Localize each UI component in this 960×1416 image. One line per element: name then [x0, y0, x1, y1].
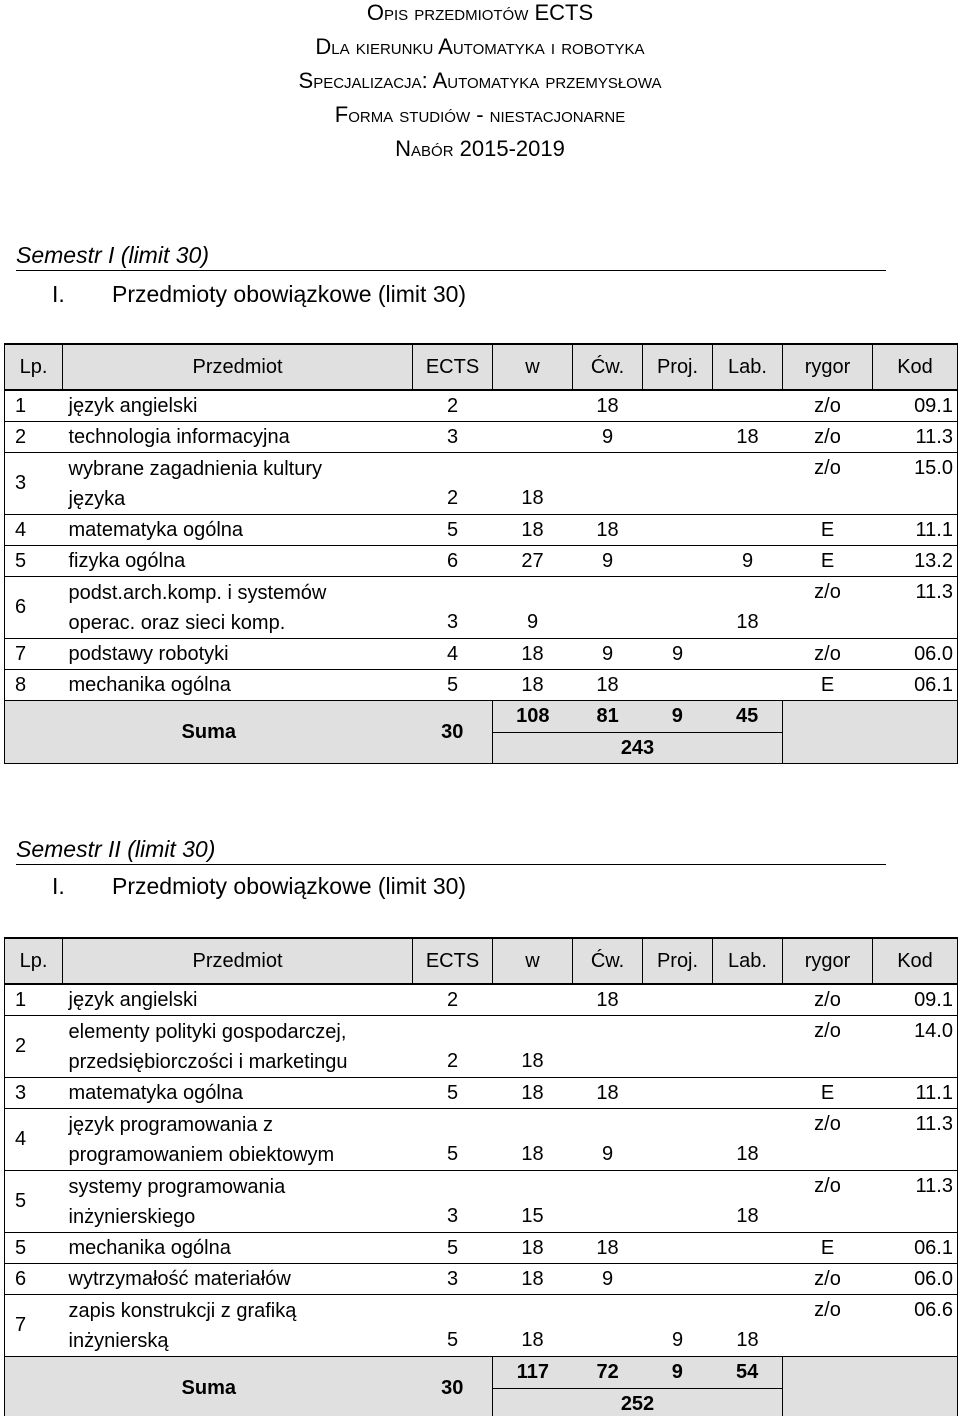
row-lab-hours: [713, 453, 783, 515]
header-study-form: Forma studiów - niestacjonarne: [334, 102, 626, 127]
semester1-table: [4, 343, 958, 764]
row-lp: 5: [5, 546, 63, 577]
sum-row: [5, 701, 958, 764]
table-row: [5, 1233, 958, 1264]
row-code: 11.1: [873, 1078, 958, 1109]
semester2-subtitle-number: I.: [52, 873, 65, 899]
row-ects: 2: [413, 390, 493, 422]
subject-line-2: operac. oraz sieci komp.: [68, 611, 286, 634]
row-project-hours: [643, 1078, 713, 1109]
row-lab-hours: 18: [713, 422, 783, 453]
table-row: [5, 1109, 958, 1171]
row-lp: 3: [5, 453, 63, 515]
row-ects: 5: [413, 670, 493, 701]
sum-ects: 30: [413, 1357, 493, 1416]
row-lab-hours: [713, 1233, 783, 1264]
row-lecture-hours: [493, 422, 573, 453]
row-project-hours: [643, 1016, 713, 1078]
sum-empty-cell: [783, 701, 958, 764]
row-ects: 5: [413, 515, 493, 546]
column-header: Kod: [873, 344, 958, 390]
row-ects: 4: [413, 639, 493, 670]
row-ects: 5: [413, 1295, 493, 1357]
row-project-hours: 9: [643, 639, 713, 670]
table-header-row: [5, 938, 958, 984]
row-lecture-hours: 18: [493, 1295, 573, 1357]
row-project-hours: [643, 390, 713, 422]
column-header: Lp.: [5, 938, 63, 984]
subject-line-1: technologia informacyjna: [68, 426, 290, 448]
row-code: 06.0: [873, 639, 958, 670]
row-lecture-hours: 18: [493, 1078, 573, 1109]
row-lp: 7: [5, 1295, 63, 1357]
row-lp: 6: [5, 577, 63, 639]
row-exercise-hours: 18: [573, 515, 643, 546]
row-exercise-hours: [573, 1171, 643, 1233]
sum-hours-box: [493, 701, 783, 764]
row-assessment: z/o: [783, 390, 873, 422]
row-project-hours: [643, 984, 713, 1016]
subject-line-1: podstawy robotyki: [68, 643, 229, 665]
sum-hours-box: [493, 1357, 783, 1416]
row-project-hours: [643, 422, 713, 453]
row-subject: [63, 1264, 413, 1295]
row-lecture-hours: 18: [493, 453, 573, 515]
subject-line-2: inżynierską: [68, 1329, 169, 1352]
row-exercise-hours: 18: [573, 1078, 643, 1109]
sum-hours-row: [493, 701, 782, 732]
sum-hours-row: [493, 1357, 782, 1388]
row-lab-hours: [713, 639, 783, 670]
row-lab-hours: 18: [713, 577, 783, 639]
row-project-hours: [643, 453, 713, 515]
row-project-hours: [643, 1171, 713, 1233]
row-assessment: E: [783, 1078, 873, 1109]
sum-exercise-hours: 72: [596, 1361, 619, 1383]
column-header: ECTS: [413, 344, 493, 390]
column-header: Ćw.: [573, 344, 643, 390]
document-header: [0, 0, 960, 166]
column-header: w: [493, 344, 573, 390]
column-header: Przedmiot: [63, 344, 413, 390]
row-lp: 4: [5, 1109, 63, 1171]
column-header: ECTS: [413, 938, 493, 984]
sum-ects: 30: [413, 701, 493, 764]
table-row: [5, 1264, 958, 1295]
column-header: rygor: [783, 344, 873, 390]
row-code: 06.6: [873, 1295, 958, 1357]
sum-exercise-hours: 81: [596, 705, 619, 727]
row-assessment: E: [783, 515, 873, 546]
row-lecture-hours: [493, 390, 573, 422]
subject-line-1: wytrzymałość materiałów: [68, 1268, 291, 1290]
row-ects: 5: [413, 1109, 493, 1171]
row-lecture-hours: 15: [493, 1171, 573, 1233]
row-assessment: E: [783, 1233, 873, 1264]
row-exercise-hours: [573, 453, 643, 515]
semester2-subtitle-label: Przedmioty obowiązkowe (limit 30): [112, 873, 467, 899]
row-subject: [63, 1078, 413, 1109]
row-lp: 2: [5, 1016, 63, 1078]
table-row: [5, 546, 958, 577]
row-project-hours: [643, 1264, 713, 1295]
row-assessment: z/o: [783, 1171, 873, 1233]
column-header: Ćw.: [573, 938, 643, 984]
row-exercise-hours: 9: [573, 639, 643, 670]
subject-line-2: inżynierskiego: [68, 1205, 196, 1228]
row-subject: [63, 577, 413, 639]
row-ects: 3: [413, 1264, 493, 1295]
table-row: [5, 390, 958, 422]
row-exercise-hours: 18: [573, 670, 643, 701]
row-project-hours: [643, 1109, 713, 1171]
subject-line-1: mechanika ogólna: [68, 674, 231, 696]
header-enrollment: Nabór 2015-2019: [395, 136, 565, 161]
row-ects: 6: [413, 546, 493, 577]
sum-total-hours: 252: [493, 1388, 782, 1416]
sum-total-hours: 243: [493, 732, 782, 763]
row-lp: 5: [5, 1171, 63, 1233]
row-assessment: z/o: [783, 422, 873, 453]
row-subject: [63, 670, 413, 701]
row-assessment: E: [783, 670, 873, 701]
table-row: [5, 670, 958, 701]
row-project-hours: [643, 1233, 713, 1264]
row-subject: [63, 546, 413, 577]
table-row: [5, 422, 958, 453]
row-code: 06.1: [873, 670, 958, 701]
row-lab-hours: [713, 1264, 783, 1295]
row-project-hours: [643, 515, 713, 546]
subject-line-1: zapis konstrukcji z grafiką: [68, 1299, 297, 1322]
row-subject: [63, 515, 413, 546]
subject-line-1: wybrane zagadnienia kultury: [68, 457, 322, 480]
table-row: [5, 1016, 958, 1078]
row-subject: [63, 1109, 413, 1171]
row-assessment: z/o: [783, 639, 873, 670]
subject-line-1: język angielski: [68, 395, 198, 417]
row-code: 11.3: [873, 1109, 958, 1171]
row-lp: 5: [5, 1233, 63, 1264]
row-lab-hours: [713, 515, 783, 546]
row-project-hours: 9: [643, 1295, 713, 1357]
row-subject: [63, 390, 413, 422]
row-ects: 2: [413, 984, 493, 1016]
row-lp: 3: [5, 1078, 63, 1109]
row-subject: [63, 1171, 413, 1233]
row-assessment: E: [783, 546, 873, 577]
row-project-hours: [643, 670, 713, 701]
row-exercise-hours: 9: [573, 1264, 643, 1295]
semester1-title: Semestr I (limit 30): [16, 240, 886, 271]
row-exercise-hours: [573, 1295, 643, 1357]
row-lab-hours: [713, 390, 783, 422]
row-exercise-hours: 9: [573, 422, 643, 453]
sum-project-hours: 9: [671, 705, 683, 727]
subject-line-1: matematyka ogólna: [68, 1082, 244, 1104]
row-project-hours: [643, 577, 713, 639]
row-assessment: z/o: [783, 1109, 873, 1171]
semester2-title: Semestr II (limit 30): [16, 834, 886, 865]
row-lecture-hours: 18: [493, 670, 573, 701]
row-lab-hours: 18: [713, 1109, 783, 1171]
column-header: Kod: [873, 938, 958, 984]
row-lecture-hours: 18: [493, 639, 573, 670]
row-subject: [63, 1295, 413, 1357]
subject-line-1: matematyka ogólna: [68, 519, 244, 541]
row-lp: 1: [5, 390, 63, 422]
row-lp: 2: [5, 422, 63, 453]
row-lab-hours: [713, 984, 783, 1016]
subject-line-1: elementy polityki gospodarczej,: [68, 1020, 347, 1043]
row-code: 11.3: [873, 577, 958, 639]
row-lab-hours: [713, 1078, 783, 1109]
column-header: rygor: [783, 938, 873, 984]
subject-line-1: podst.arch.komp. i systemów: [68, 581, 327, 604]
row-assessment: z/o: [783, 1295, 873, 1357]
row-lab-hours: [713, 1016, 783, 1078]
row-lp: 8: [5, 670, 63, 701]
column-header: Proj.: [643, 344, 713, 390]
row-subject: [63, 1016, 413, 1078]
sum-empty-cell: [783, 1357, 958, 1416]
sum-lab-hours: 45: [736, 705, 759, 727]
row-lab-hours: 9: [713, 546, 783, 577]
subject-line-2: przedsiębiorczości i marketingu: [68, 1050, 348, 1073]
row-exercise-hours: 18: [573, 1233, 643, 1264]
table-row: [5, 639, 958, 670]
row-lp: 4: [5, 515, 63, 546]
column-header: Przedmiot: [63, 938, 413, 984]
subject-line-1: mechanika ogólna: [68, 1237, 231, 1259]
row-assessment: z/o: [783, 1264, 873, 1295]
row-lecture-hours: 18: [493, 1233, 573, 1264]
row-ects: 3: [413, 422, 493, 453]
row-project-hours: [643, 546, 713, 577]
row-lecture-hours: 18: [493, 1264, 573, 1295]
subject-line-2: języka: [68, 487, 126, 510]
row-code: 11.3: [873, 1171, 958, 1233]
row-lp: 7: [5, 639, 63, 670]
row-exercise-hours: 18: [573, 390, 643, 422]
subject-line-1: język programowania z: [68, 1113, 274, 1136]
column-header: Lp.: [5, 344, 63, 390]
row-assessment: z/o: [783, 453, 873, 515]
table-row: [5, 515, 958, 546]
semester1-subtitle: [16, 279, 466, 309]
sum-lab-hours: 54: [736, 1361, 759, 1383]
subject-line-1: język angielski: [68, 989, 198, 1011]
row-code: 06.1: [873, 1233, 958, 1264]
row-subject: [63, 984, 413, 1016]
header-specialization: Specjalizacja: Automatyka przemysłowa: [298, 68, 662, 93]
row-subject: [63, 639, 413, 670]
row-code: 06.0: [873, 1264, 958, 1295]
row-assessment: z/o: [783, 577, 873, 639]
table-row: [5, 577, 958, 639]
sum-label: Suma: [5, 1357, 413, 1416]
row-lp: 1: [5, 984, 63, 1016]
column-header: w: [493, 938, 573, 984]
row-ects: 5: [413, 1078, 493, 1109]
row-code: 13.2: [873, 546, 958, 577]
table-row: [5, 1295, 958, 1357]
column-header: Proj.: [643, 938, 713, 984]
sum-project-hours: 9: [671, 1361, 683, 1383]
row-lab-hours: 18: [713, 1171, 783, 1233]
row-exercise-hours: 9: [573, 1109, 643, 1171]
row-assessment: z/o: [783, 984, 873, 1016]
row-lecture-hours: 18: [493, 515, 573, 546]
row-exercise-hours: 9: [573, 546, 643, 577]
row-ects: 2: [413, 1016, 493, 1078]
table-row: [5, 453, 958, 515]
header-field: Dla kierunku Automatyka i robotyka: [315, 34, 645, 59]
row-lecture-hours: 27: [493, 546, 573, 577]
row-code: 15.0: [873, 453, 958, 515]
row-code: 09.1: [873, 984, 958, 1016]
row-subject: [63, 422, 413, 453]
row-subject: [63, 1233, 413, 1264]
row-code: 11.3: [873, 422, 958, 453]
row-lab-hours: 18: [713, 1295, 783, 1357]
column-header: Lab.: [713, 344, 783, 390]
semester1-subtitle-label: Przedmioty obowiązkowe (limit 30): [112, 281, 467, 307]
table-header-row: [5, 344, 958, 390]
column-header: Lab.: [713, 938, 783, 984]
sum-lecture-hours: 117: [516, 1361, 549, 1383]
sum-row: [5, 1357, 958, 1416]
row-ects: 3: [413, 1171, 493, 1233]
row-code: 11.1: [873, 515, 958, 546]
row-lab-hours: [713, 670, 783, 701]
row-subject: [63, 453, 413, 515]
row-ects: 2: [413, 453, 493, 515]
row-ects: 3: [413, 577, 493, 639]
row-exercise-hours: [573, 577, 643, 639]
header-title: Opis przedmiotów ECTS: [366, 0, 594, 25]
sum-label: Suma: [5, 701, 413, 764]
row-code: 14.0: [873, 1016, 958, 1078]
semester2-table: [4, 937, 958, 1416]
row-lp: 6: [5, 1264, 63, 1295]
subject-line-1: fizyka ogólna: [68, 550, 186, 572]
sum-lecture-hours: 108: [516, 705, 550, 727]
table-row: [5, 1078, 958, 1109]
table-row: [5, 1171, 958, 1233]
subject-line-1: systemy programowania: [68, 1175, 286, 1198]
subject-line-2: programowaniem obiektowym: [68, 1143, 335, 1166]
semester2-subtitle: [16, 871, 466, 901]
row-assessment: z/o: [783, 1016, 873, 1078]
row-lecture-hours: 18: [493, 1016, 573, 1078]
row-lecture-hours: 9: [493, 577, 573, 639]
row-lecture-hours: 18: [493, 1109, 573, 1171]
row-lecture-hours: [493, 984, 573, 1016]
row-exercise-hours: [573, 1016, 643, 1078]
semester1-subtitle-number: I.: [52, 281, 65, 307]
table-row: [5, 984, 958, 1016]
row-ects: 5: [413, 1233, 493, 1264]
row-exercise-hours: 18: [573, 984, 643, 1016]
row-code: 09.1: [873, 390, 958, 422]
